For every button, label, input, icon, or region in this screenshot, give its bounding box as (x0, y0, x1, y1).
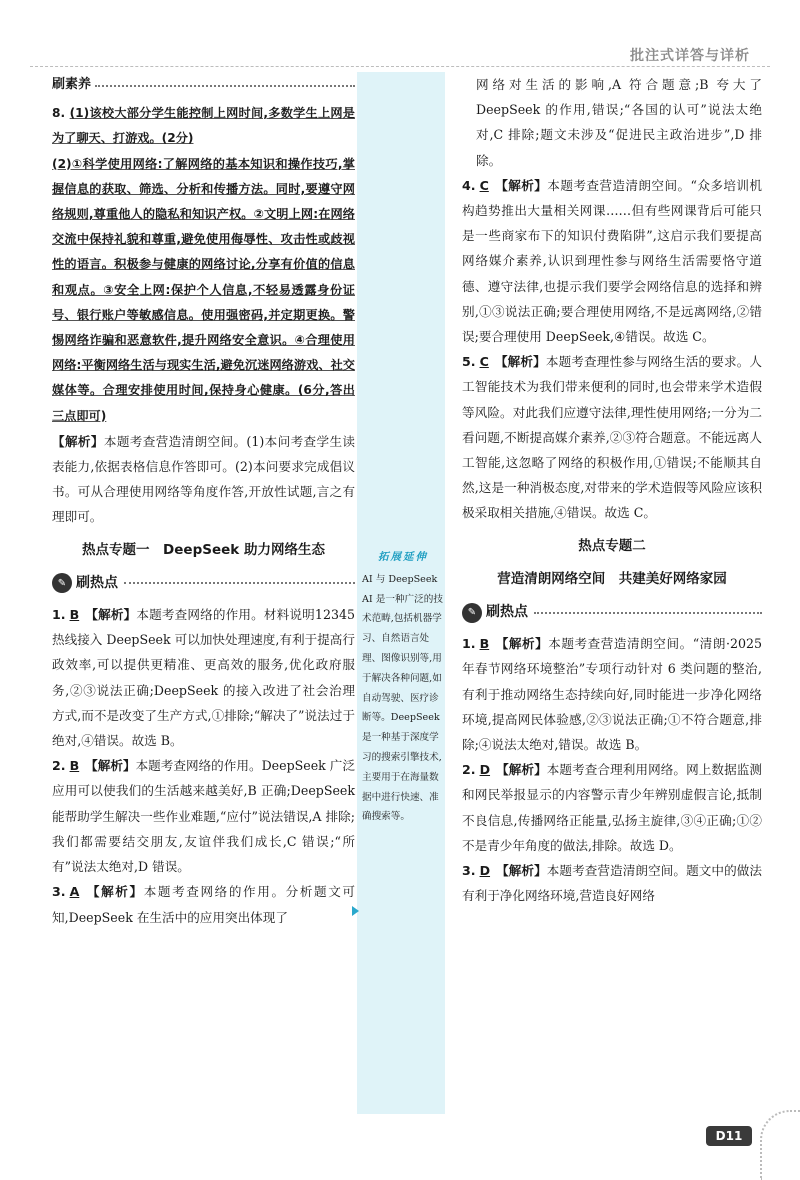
answer-part-1: (1)该校大部分学生能控制上网时间,多数学生上网是为了聊天、打游戏。(2分) (52, 106, 355, 146)
question-3-continued: 网络对生活的影响,A 符合题意;B 夸大了 DeepSeek 的作用,错误;“各国的认可”说法太绝对,C 排除;题文未涉及“促进民主政治进步”,D 排除。 (476, 77, 762, 168)
answer-choice: B (69, 607, 80, 623)
header-title: 批注式详答与详析 (630, 48, 750, 64)
section-title-2a: 热点专题二 (578, 537, 646, 554)
section-title-1: 热点专题一 DeepSeek 助力网络生态 (82, 541, 325, 558)
answer-choice: B (69, 758, 80, 774)
question-4 (462, 173, 762, 349)
badge-shuaredian (52, 571, 355, 596)
analysis-text: 本题考查营造清朗空间。题文中的做法有利于净化网络环境,营造良好网络 (462, 863, 763, 904)
analysis-text: 本题考查合理利用网络。网上数据监测和网民举报显示的内容警示青少年辨别虚假言论,抵制不良信息,传播网络正能量,弘扬主旋律,③④正确;①②不是青少年角度的做法,排除。故选 D。 (462, 762, 763, 853)
right-column (462, 72, 762, 909)
badge-icon: ✎ (52, 573, 72, 593)
answer-choice: D (479, 863, 491, 879)
answer-choice: C (479, 177, 489, 193)
question-3 (462, 858, 762, 908)
analysis-label: 【解析】 (85, 884, 144, 900)
answer-choice: B (479, 636, 490, 652)
question-8 (52, 101, 355, 529)
left-column (52, 72, 355, 930)
badge-dotted-line (124, 582, 355, 584)
analysis-text: 本题考查理性参与网络生活的要求。人工智能技术为我们带来便利的同时,也会带来学术造假等风险。对此我们应遵守法律,理性使用网络;一分为二看问题,不断提高媒介素养,②③符合题意。不能远离人工智能,这忽略了网络的积极作用,①错误;不能顺其自然,这是一种消极态度,对带来的学术造假等风险应该积极采取相关措施,④错误。故选 C。 (462, 354, 763, 521)
analysis-label: 【解析】 (496, 762, 547, 778)
badge-dotted-line (534, 612, 762, 614)
analysis-label: 【解析】 (494, 177, 548, 193)
analysis-text: 本题考查网络的作用。材料说明12345 热线接入 DeepSeek 可以加快处理速度,有利于提高行政效率,可以提供更精准、更高效的服务,优化政府服务,②③说法正确;DeepSeek 的接入改进了社会治理方式,而不是改变了生产方式,①排除;“解决了”说法过于绝对,④错误。故选 B。 (52, 607, 355, 749)
analysis-text: 本题考查网络的作用。DeepSeek 广泛应用可以使我们的生活越来越美好,B 正确;DeepSeek 能帮助学生解决一些作业难题,“应付”说法错误,A 排除;我们都需要结交朋友,友谊伴我们成长,C 错误;“所有”说法太绝对,D 错误。 (52, 758, 356, 875)
sidebar-text: AI 与 DeepSeek AI 是一种广泛的技术范畴,包括机器学习、自然语言处理、图像识别等,用于解决各种问题,如自动驾驶、医疗诊断等。DeepSeek 是一种基于深度学习的搜索引擎技术,主要用于在海量数据中进行快速、准确搜索等。 (362, 573, 443, 823)
ribbon-dotted-line (95, 85, 355, 87)
analysis-label: 【解析】 (494, 354, 546, 370)
sidebar-title: 拓展延伸 (378, 551, 428, 563)
question-number: 5. (462, 354, 476, 370)
section-title-2b: 营造清朗网络空间 共建美好网络家园 (497, 570, 727, 587)
analysis-text: 本题考查营造清朗空间。(1)本问考查学生读表能力,依据表格信息作答即可。(2)本问要求完成倡议书。可从合理使用网络等角度作答,开放性试题,言之有理即可。 (52, 433, 356, 525)
badge-icon: ✎ (462, 603, 482, 623)
badge-shuaredian (462, 600, 762, 625)
question-number: 3. (462, 863, 476, 879)
question-2 (52, 753, 355, 879)
analysis-label: 【解析】 (52, 433, 104, 449)
answer-part-2: (2)①科学使用网络:了解网络的基本知识和操作技巧,掌握信息的获取、筛选、分析和传播方法。同时,要遵守网络规则,尊重他人的隐私和知识产权。②文明上网:在网络交流中保持礼貌和尊重,避免使用侮辱性、攻击性或歧视性的语言。积极参与健康的网络讨论,分享有价值的信息和观点。③安全上网:保护个人信息,不轻易透露身份证号、银行账户等敏感信息。使用强密码,并定期更换。警惕网络诈骗和恶意软件,提升网络安全意识。④合理使用网络:平衡网络生活与现实生活,避免沉迷网络游戏、社交媒体等。合理安排使用时间,保持身心健康。(6分,答出三点即可) (52, 156, 355, 423)
page-number: D11 (706, 1126, 752, 1146)
badge-label: 刷热点 (76, 574, 118, 591)
analysis-label: 【解析】 (496, 863, 547, 879)
page-corner-decoration (760, 1110, 800, 1180)
question-number: 1. (462, 636, 476, 652)
question-3 (52, 879, 355, 929)
answer-choice: C (479, 354, 489, 370)
question-number: 2. (462, 762, 476, 778)
question-1 (462, 631, 762, 757)
analysis-text: 本题考查营造清朗空间。“众多培训机构趋势推出大量相关网课……但有些网课背后可能只是一些商家布下的知识付费陷阱”,这启示我们要提高网络媒介素养,认识到理性参与网络生活需要恪守道德、遵守法律,也提示我们要学会网络信息的选择和辨别,①③说法正确;要合理使用网络,不是远离网络,②错误;要合理使用 DeepSeek,④错误。故选 C。 (462, 177, 762, 345)
question-number: 4. (462, 177, 476, 193)
analysis-label: 【解析】 (495, 636, 549, 652)
answer-choice: D (479, 762, 491, 778)
sidebar-extension-note (362, 548, 444, 827)
ribbon-label: 刷素养 (52, 77, 92, 92)
question-1 (52, 602, 355, 753)
analysis-label: 【解析】 (85, 607, 137, 623)
analysis-text: 本题考查网络的作用。分析题文可知,DeepSeek 在生活中的应用突出体现了 (52, 884, 356, 925)
question-5 (462, 349, 762, 525)
question-number: 8. (52, 106, 66, 121)
analysis-text: 本题考查营造清朗空间。“清朗·2025 年春节网络环境整治”专项行动针对 6 类问题的整治,有利于推动网络生态持续向好,同时能进一步净化网络环境,提高网民体验感,②③说法正确;①不符合题意,排除;④说法太绝对,错误。故选 B。 (462, 636, 763, 753)
badge-label: 刷热点 (486, 604, 528, 621)
question-number: 2. (52, 758, 66, 774)
header-divider (30, 66, 770, 67)
question-number: 3. (52, 884, 66, 900)
question-number: 1. (52, 607, 66, 623)
analysis-label: 【解析】 (85, 758, 136, 774)
ribbon-shuasuyang (52, 72, 355, 97)
answer-choice: A (69, 884, 80, 900)
question-2 (462, 757, 762, 858)
